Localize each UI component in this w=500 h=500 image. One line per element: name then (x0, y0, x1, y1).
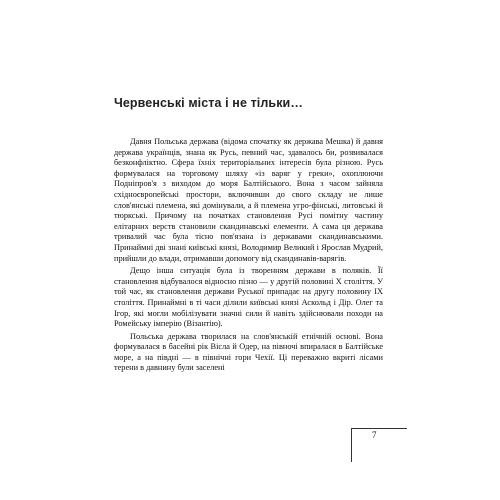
footer-horizontal-rule (351, 428, 407, 429)
page-number: 7 (372, 430, 377, 440)
paragraph: Давня Польська держава (відома спочатку як держава Мешка) й давня держава українців, знана як Русь, певний час, здавалось би, розвивалася безконфліктно. Сфера їхніх територіальних інтересів була різною. Русь формувалася на торговому шляху «із варяг у греки», охоплюючи Подніпров'я з виходом до моря Балтійського. Вона з часом зайняла східноєвропейські простори, включивши до свого складу не лише слов'янські племена, які домінували, а й племена угро-фінські, литовські й тюркські. Причому на початках становлення Русі помітну частину елітарних верств становили скандинавські елементи. А сама ця держава тривалий час була тісно пов'язана із державами скандинавськими. Принаймні дві знані київські князі, Володимир Великий і Ярослав Мудрий, прийшли до влади, отримавши допомогу від скандинавів-варягів. (114, 137, 383, 263)
footer-vertical-rule (351, 428, 352, 462)
chapter-heading: Червенські міста і не тільки… (114, 96, 303, 110)
paragraph: Дещо інша ситуація була із творенням держави в поляків. Її становлення відбувалося відносно пізно — у другій половині X століття. У той час, як становлення держави Руської припадає на другу половину IX століття. Принаймні в ті часи ділили київські князі Аскольд і Дір. Олег та Ігор, які могли мобілізувати значні сили й навіть здійснювали походи на Ромейську імперію (Візантію). (114, 266, 383, 329)
body-text (114, 137, 383, 374)
paragraph: Польська держава творилася на слов'янській етнічній основі. Вона формувалася в басейні рік Вісла й Одер, на півночі впиралася в Балтійське море, а на півдні — в північні гори Чехії. Ці переважно вкриті лісами терени в давнину були заселені (114, 331, 383, 373)
